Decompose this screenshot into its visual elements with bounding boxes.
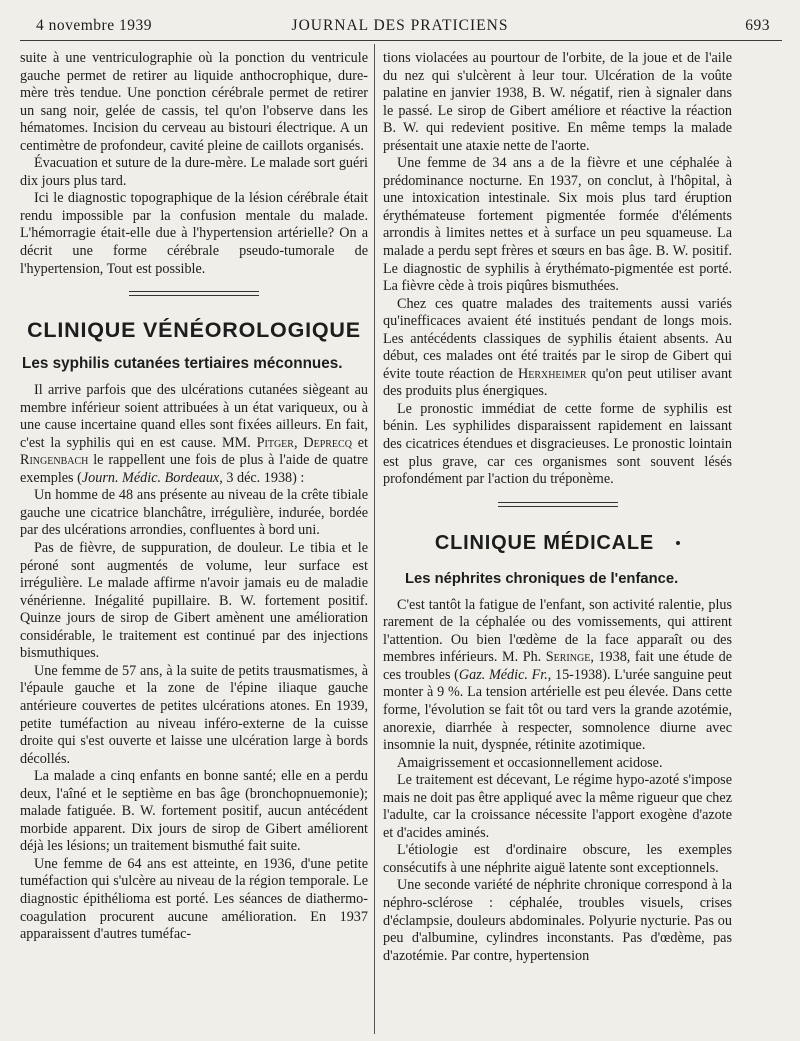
paragraph: Un homme de 48 ans présente au niveau de la crête tibiale gauche une cicatrice blanchâtre, irrégulière, indurée, bordée par des ulcérations arrondies, confluentes à bord uni. (20, 487, 368, 539)
header-date: 4 novembre 1939 (36, 17, 152, 34)
author-name: Ringenbach (20, 452, 89, 469)
paragraph: Une femme de 64 ans est atteinte, en 1936, d'une petite tuméfaction qui s'ulcère au niveau de la région temporale. Le diagnostic épithélioma est porté. Les séances de diathermo-coagulation procurent aucune amélioration. En 1937 apparaissent d'autres tuméfac- (20, 855, 368, 943)
header-page-number: 693 (745, 17, 770, 34)
paragraph: Évacuation et suture de la dure-mère. Le malade sort guéri dix jours plus tard. (20, 155, 368, 189)
paragraph: Le traitement est décevant, Le régime hypo-azoté s'impose mais ne doit pas être appliqué avec la même rigueur que chez l'adulte, car la croissance nécessite l'apport exogène d'azote et d'acides aminés. (383, 772, 732, 841)
paragraph: L'étiologie est d'ordinaire obscure, les exemples consécutifs à une néphrite aiguë latente sont exceptionnels. (383, 842, 732, 876)
column-separator (374, 44, 375, 1034)
header-journal-title: JOURNAL DES PRATICIENS (291, 17, 509, 34)
paragraph: Une femme de 57 ans, à la suite de petits trausmatismes, à l'épaule gauche et la zone de l'épine iliaque gauche antérieure couvertes de petites ulcérations atones. En 1939, petite tuméfaction au niveau inféro-externe de la cuisse droite qui s'est ouverte et laisse une ulcération large à bords décollés. (20, 662, 368, 767)
author-name: Herxheimer (517, 365, 587, 382)
right-column (383, 50, 732, 965)
journal-reference: Gaz. Médic. Fr. (458, 666, 548, 683)
article-subtitle: Les syphilis cutanées tertiaires méconnues. (22, 355, 343, 373)
article-subtitle: Les néphrites chroniques de l'enfance. (405, 570, 679, 587)
paragraph: tions violacées au pourtour de l'orbite, de la joue et de l'aile du nez qui s'ulcèrent à leur tour. Ulcération de la voûte palatine en janvier 1938, B. W. négatif, rien à signaler dans le passé. Le sirop de Gibert améliore et réactive la réaction B. W. qui redevient positive. En même temps la malade présentait une ataxie nette de l'aorte. (383, 50, 732, 154)
section-divider (129, 288, 259, 304)
header-rule (20, 40, 782, 41)
paragraph: Ici le diagnostic topographique de la lésion cérébrale était rendu impossible par la confusion mentale du malade. L'hémorragie était-elle due à l'hypertension artérielle? On a décrit une forme cérébrale pseudo-tumorale de l'hypertension, Tout est possible. (20, 190, 368, 277)
paragraph: La malade a cinq enfants en bonne santé; elle en a perdu deux, l'aîné et le septième en bas âge (bronchopnuemonie); malade fatiguée. B. W. fortement positif, aucun antécédent morbide apparent. Dix jours de sirop de Gibert améliorent déjà les lésions; un traitement bismuthé fait suite. (20, 768, 368, 855)
author-name: Pitger (256, 434, 294, 451)
paragraph: suite à une ventriculographie où la ponction du ventricule gauche permet de retirer au liquide anthocrophique, dure-mère très tendue. Une ponction cérébrale permet de retirer un sang noir, gelée de cassis, tel qu'on l'observe dans les hématomes. Incision du cerveau au bistouri électrique. A un centimètre de profondeur, cavité pleine de caillots organisés. (20, 50, 368, 154)
paragraph: Une femme de 34 ans a de la fièvre et une céphalée à prédominance nocturne. En 1937, on conclut, à l'hôpital, à une intoxication intestinale. Six mois plus tard éruption érythémateuse fortement pigmentée formée d'éléments arrondis à limites nettes et à surface un peu squameuse. La malade a perdu sept frères et sœurs en bas âge. B. W. positif. Le diagnostic de syphilis à érythémato-pigmentée est porté. La fièvre cède à trois piqûres bismuthées. (383, 155, 732, 295)
paragraph: Amaigrissement et occasionnellement acidose. (397, 754, 663, 771)
section-divider (498, 499, 618, 515)
section-title: CLINIQUE MÉDICALE (383, 529, 732, 557)
paragraph: Pas de fièvre, de suppuration, de douleur. Le tibia et le péroné sont augmentés de volume, leur surface est irrégulière. Le malade affirme n'avoir jamais eu de maladie vénérienne. Inégalité pupillaire. B. W. fortement positif. Quinze jours de sirop de Gibert amènent une amélioration considérable, le traitement est continué par des injections bismuthiques. (20, 540, 368, 662)
paragraph: Le pronostic immédiat de cette forme de syphilis est bénin. Les syphilides disparaissent rapidement en laissant des cicatrices étendues et disgracieuses. Le pronostic lointain est plus grave, car ces organismes sont souvent lésés profondément par l'action du tréponème. (383, 400, 732, 488)
section-title: CLINIQUE VÉNÉOROLOGIQUE (27, 318, 361, 343)
paragraph: Il arrive parfois que des ulcérations cutanées siègeant au membre inférieur soient attribuées à un état variqueux, ou à une cause incertaine quand elles sont fixées ailleurs. En fait, c'est la syphilis qui en est cause. MM. Pitger, Deprecq et Ringenbach le rappellent une fois de plus à l'aide de quatre exemples (Journ. Médic. Bordeaux, 3 déc. 1938) : (20, 382, 368, 486)
left-column (20, 50, 368, 944)
running-header (20, 14, 780, 36)
paragraph: Chez ces quatre malades des traitements aussi variés qu'inefficaces avaient été institués pendant de longs mois. Les antécédents classiques de syphilis étaient absents. Au début, ces malades ont été traités par le sirop de Gibert qui évite toute réaction de Herxheimer qu'on peut utiliser avant des produits plus énergiques. (383, 295, 732, 400)
author-name: Deprecq (303, 434, 352, 451)
author-name: Seringe (545, 649, 591, 666)
journal-reference: Journ. Médic. Bordeaux (81, 469, 220, 486)
bullet-dot (676, 541, 680, 545)
paragraph: C'est tantôt la fatigue de l'enfant, son activité ralentie, plus rarement de la céphalée ou des vomissements, qui attirent l'attention. Ou bien l'œdème de la face apparaît ou des membres inférieurs. M. Ph. Seringe, 1938, fait une étude de ces troubles (Gaz. Médic. Fr., 15-1938). L'urée sanguine peut monter à 9 %. La tension artérielle est peu élevée. Dans cette forme, l'évolution se fait tôt ou tard vers la grande azotémie, anorexie, diarrhée à respecter, somnolence diurne avec insomnie la nuit, dyspnée, rétinite azotimique. (383, 596, 732, 754)
paragraph: Une seconde variété de néphrite chronique correspond à la néphro-sclérose : céphalée, troubles visuels, crises d'éclampsie, douleurs abdominales. Polyurie nycturie. Pas ou peu d'albumine, cylindres inconstants. Pas d'œdème, pas d'azotémie. Par contre, hypertension (383, 877, 732, 964)
